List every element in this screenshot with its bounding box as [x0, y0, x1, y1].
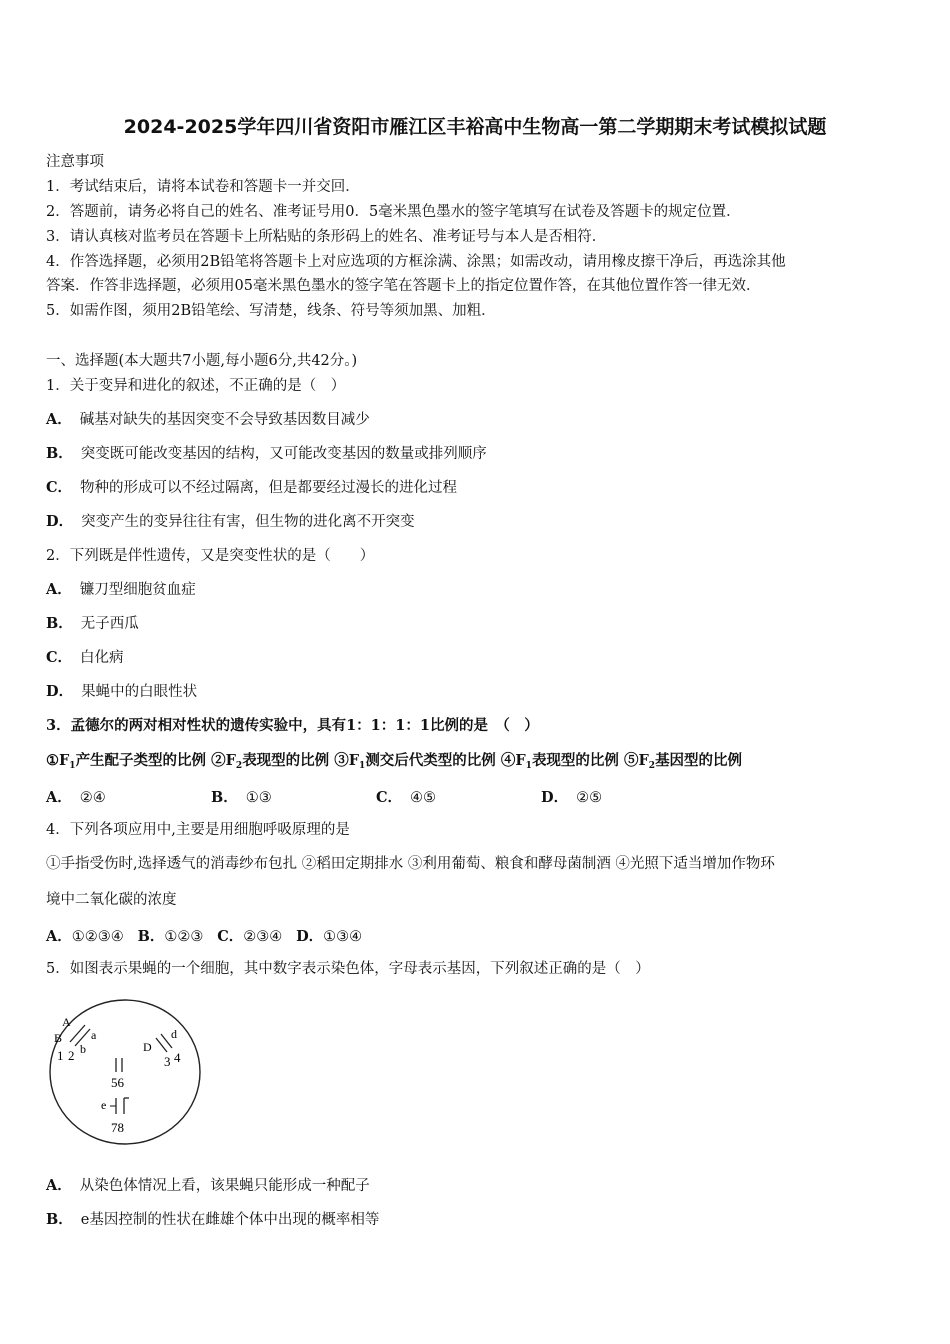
- notice-item: 5．如需作图，须用2B铅笔绘、写清楚，线条、符号等须加黑、加粗．: [46, 303, 496, 319]
- option-text: ①③④: [323, 929, 363, 945]
- notice-item: 答案．作答非选择题，必须用05毫米黑色墨水的签字笔在答题卡上的指定位置作答，在其他位置作答一律无效．: [46, 278, 761, 294]
- option-text: ①②③: [164, 929, 204, 945]
- q4-statements-line2: 境中二氧化碳的浓度: [46, 892, 177, 908]
- q1-option-d: [46, 512, 415, 532]
- option-text: 突变既可能改变基因的结构，又可能改变基因的数量或排列顺序: [80, 446, 487, 462]
- q1-option-b: [46, 444, 487, 464]
- notice-item: 4．作答选择题，必须用2B铅笔将答题卡上对应选项的方框涂满、涂黑；如需改动，请用橡皮擦干净后，再选涂其他: [46, 254, 786, 270]
- q2-option-c: [46, 648, 124, 668]
- q3-option-a: [46, 786, 106, 807]
- statement-1: $①F_1$产生配子类型的比例: [46, 752, 207, 771]
- option-text: 果蝇中的白眼性状: [81, 684, 198, 700]
- option-text: ④⑤: [410, 790, 437, 806]
- statement-2: $②F_2$表现型的比例: [211, 752, 330, 771]
- question-5-stem: 5．如图表示果蝇的一个细胞，其中数字表示染色体，字母表示基因，下列叙述正确的是（ ）: [46, 961, 650, 977]
- chromosome-number: 3: [164, 1054, 171, 1069]
- option-letter: C．: [217, 928, 244, 945]
- gene-label-b: b: [80, 1042, 86, 1056]
- cell-outline: [50, 1000, 200, 1144]
- gene-label-e: e: [101, 1098, 107, 1112]
- gene-label-a: a: [91, 1028, 97, 1042]
- option-letter: B．: [137, 928, 165, 945]
- option-letter: A．: [46, 1177, 72, 1194]
- q3-option-b: [211, 786, 272, 807]
- gene-label-B: B: [54, 1031, 63, 1045]
- option-letter: D．: [296, 928, 324, 945]
- option-letter: A．: [46, 411, 72, 428]
- chromosome-number: 56: [111, 1075, 124, 1090]
- question-1-stem: 1．关于变异和进化的叙述，不正确的是（ ）: [46, 378, 346, 394]
- question-3-stem: 3．孟德尔的两对相对性状的遗传实验中，具有1：1：1：1比例的是 （ ）: [46, 717, 539, 734]
- option-letter: B．: [46, 445, 73, 462]
- gene-label-D: D: [143, 1040, 152, 1054]
- option-text: ②⑤: [576, 790, 603, 806]
- option-letter: A．: [46, 789, 72, 806]
- option-letter: A．: [46, 581, 72, 598]
- question-4-stem: 4．下列各项应用中,主要是用细胞呼吸原理的是: [46, 822, 350, 838]
- q5-option-a: [46, 1176, 370, 1196]
- option-text: ①②③④: [71, 929, 124, 945]
- option-text: 突变产生的变异往往有害，但生物的进化离不开突变: [81, 514, 415, 530]
- q2-option-b: [46, 614, 139, 634]
- option-text: e基因控制的性状在雌雄个体中出现的概率相等: [80, 1212, 380, 1228]
- gene-label-A: A: [62, 1015, 71, 1029]
- q2-option-d: [46, 682, 197, 702]
- notice-item: 1．考试结束后，请将本试卷和答题卡一并交回．: [46, 179, 360, 195]
- notice-item: 2．答题前，请务必将自己的姓名、准考证号用0．5毫米黑色墨水的签字笔填写在试卷及答题卡的规定位置．: [46, 204, 741, 220]
- option-text: 白化病: [80, 650, 124, 666]
- q3-statements: [46, 751, 742, 776]
- chromosome-1: [70, 1025, 85, 1042]
- option-text: ①③: [245, 790, 272, 806]
- chromosome-number: 78: [111, 1120, 124, 1135]
- q1-option-c: [46, 478, 457, 498]
- option-text: 物种的形成可以不经过隔离，但是都要经过漫长的进化过程: [80, 480, 458, 496]
- option-letter: B．: [46, 1211, 73, 1228]
- chromosome-number: 2: [68, 1048, 75, 1063]
- question-2-stem: 2．下列既是伴性遗传，又是突变性状的是（ ）: [46, 548, 375, 564]
- option-letter: B．: [46, 615, 73, 632]
- option-text: 从染色体情况上看，该果蝇只能形成一种配子: [79, 1178, 370, 1194]
- chromosome-number: 1: [57, 1048, 64, 1063]
- q2-option-a: [46, 580, 196, 600]
- q1-option-a: [46, 410, 370, 430]
- statement-5: $⑤F_2$基因型的比例: [624, 752, 743, 771]
- chromosome-number: 4: [174, 1050, 181, 1065]
- option-letter: C．: [46, 479, 73, 496]
- cell-chromosome-diagram: [40, 990, 210, 1150]
- q5-option-b: [46, 1210, 379, 1230]
- option-text: 无子西瓜: [80, 616, 139, 632]
- option-text: 碱基对缺失的基因突变不会导致基因数目减少: [79, 412, 370, 428]
- q3-option-d: [541, 786, 602, 807]
- notice-item: 3．请认真核对监考员在答题卡上所粘贴的条形码上的姓名、准考证号与本人是否相符．: [46, 229, 607, 245]
- option-letter: D．: [46, 513, 74, 530]
- option-letter: C．: [376, 789, 403, 806]
- statement-3: $③F_1$测交后代类型的比例: [334, 752, 496, 771]
- page-title: 2024-2025学年四川省资阳市雁江区丰裕高中生物高一第二学期期末考试模拟试题: [123, 116, 827, 138]
- statement-4: $④F_1$表现型的比例: [500, 752, 619, 771]
- option-letter: C．: [46, 649, 73, 666]
- option-letter: B．: [211, 789, 238, 806]
- option-text: ②④: [79, 790, 106, 806]
- option-text: ②③④: [243, 929, 283, 945]
- option-letter: A．: [46, 928, 72, 945]
- q4-statements-line1: ①手指受伤时,选择透气的消毒纱布包扎 ②稻田定期排水 ③利用葡萄、粮食和酵母菌制酒 ④光照下适当增加作物环: [46, 856, 775, 872]
- gene-label-d: d: [171, 1027, 177, 1041]
- section-heading: 一、选择题(本大题共7小题,每小题6分,共42分。): [46, 353, 358, 369]
- q3-option-c: [376, 786, 436, 807]
- option-text: 镰刀型细胞贫血症: [79, 582, 196, 598]
- option-letter: D．: [46, 683, 74, 700]
- option-letter: D．: [541, 789, 569, 806]
- notice-heading: 注意事项: [46, 154, 104, 170]
- q4-options: [46, 925, 362, 946]
